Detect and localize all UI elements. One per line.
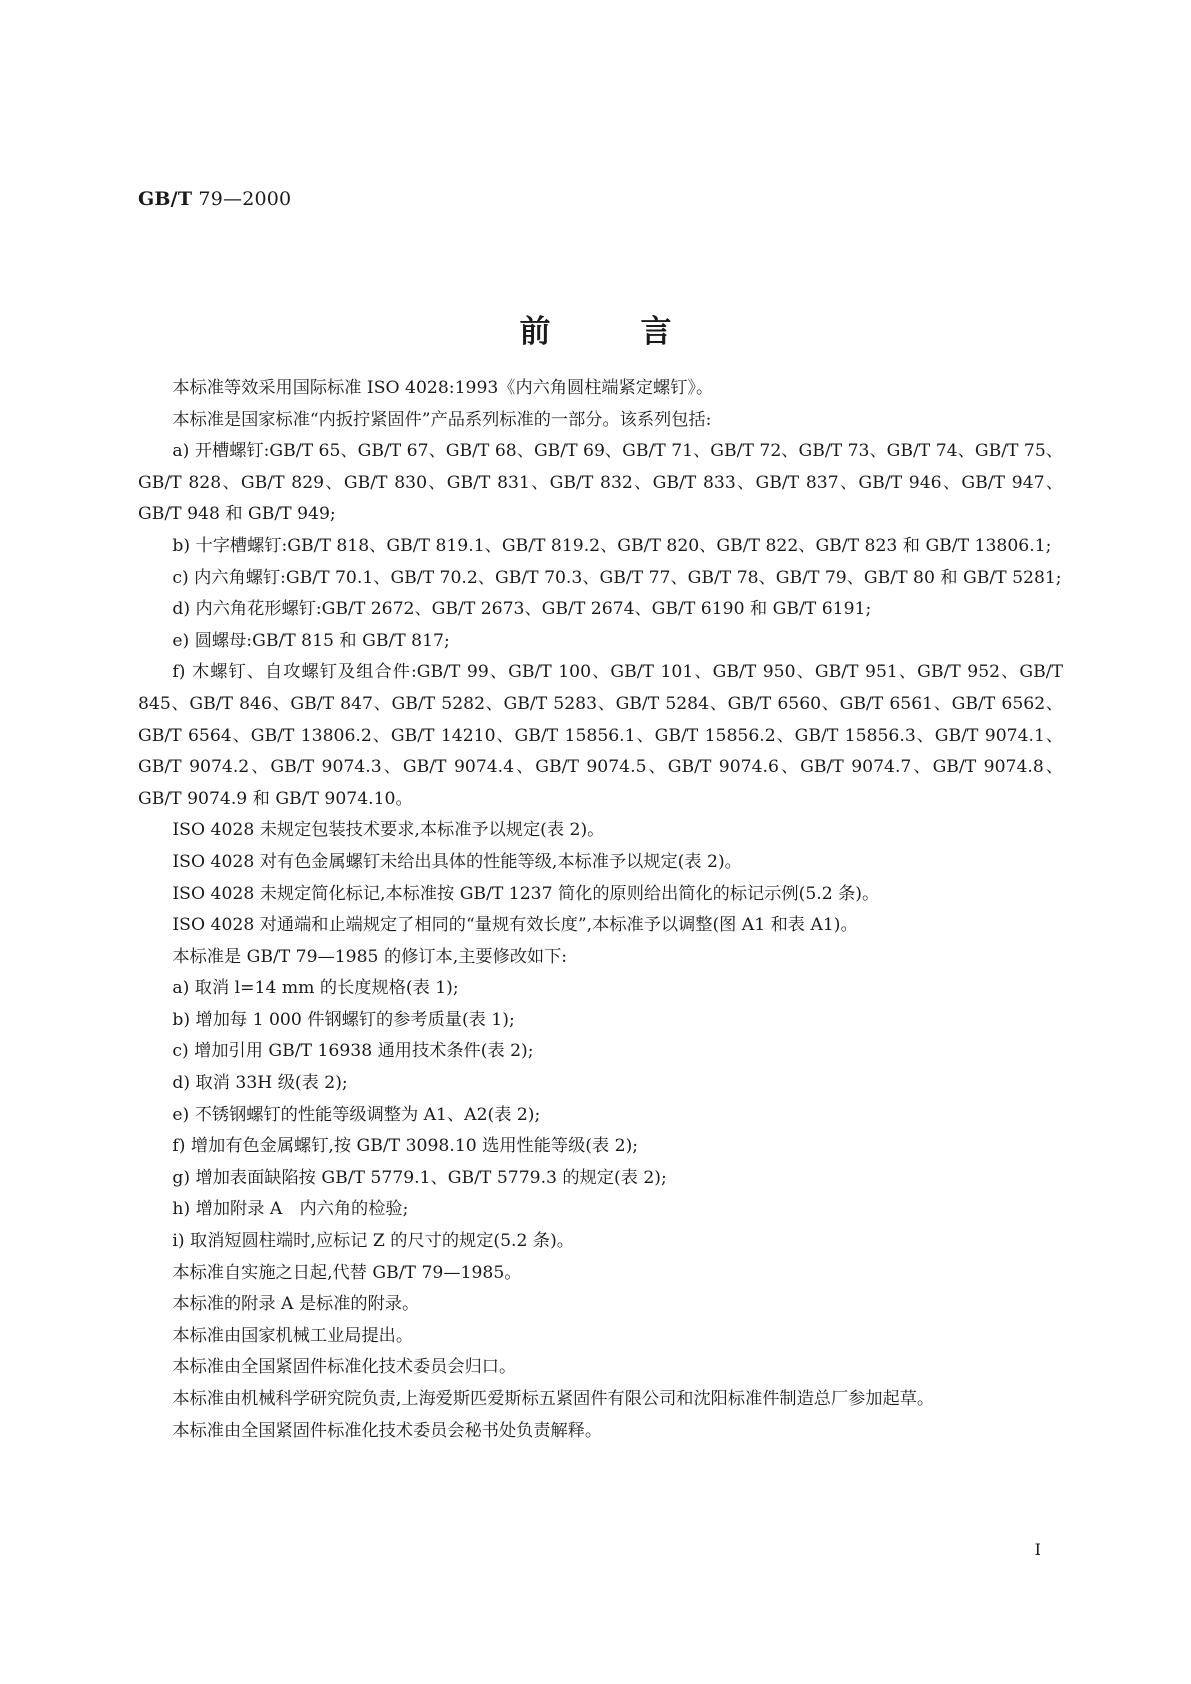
paragraph: ISO 4028 未规定简化标记,本标准按 GB/T 1237 简化的原则给出简化的标记示例(5.2 条)。 (172, 883, 880, 904)
page-title: 前言 (519, 314, 762, 350)
paragraph: ISO 4028 对有色金属螺钉未给出具体的性能等级,本标准予以规定(表 2)。 (172, 851, 742, 872)
list-item: h) 增加附录 A 内六角的检验; (172, 1199, 409, 1220)
standard-code (138, 188, 291, 210)
list-item: i) 取消短圆柱端时,应标记 Z 的尺寸的规定(5.2 条)。 (172, 1231, 574, 1252)
page-number: I (1034, 1540, 1041, 1559)
list-item: c) 内六角螺钉:GB/T 70.1、GB/T 70.2、GB/T 70.3、GB/T 77、GB/T 78、GB/T 79、GB/T 80 和 GB/T 5281; (172, 567, 1062, 588)
list-item: f) 木螺钉、自攻螺钉及组合件:GB/T 99、GB/T 100、GB/T 101、GB/T 950、GB/T 951、GB/T 952、GB/T 845、GB/T 846、GB/T 847、GB/T 5282、GB/T 5283、GB/T 5284、GB/T 6560、GB/T 6561、GB/T 6562、GB/T 6564、GB/T 13806.2、GB/T 14210、GB/T 15856.1、GB/T 15856.2、GB/T 15856.3、GB/T 9074.1、GB/T 9074.2、GB/T 9074.3、GB/T 9074.4、GB/T 9074.5、GB/T 9074.6、GB/T 9074.7、GB/T 9074.8、GB/T 9074.9 和 GB/T 9074.10。 (138, 662, 1063, 809)
paragraph: 本标准由全国紧固件标准化技术委员会秘书处负责解释。 (172, 1420, 603, 1441)
list-item: d) 取消 33H 级(表 2); (172, 1073, 348, 1094)
foreword-body (138, 373, 1063, 1447)
list-item: b) 增加每 1 000 件钢螺钉的参考质量(表 1); (172, 1009, 515, 1030)
list-item: e) 不锈钢螺钉的性能等级调整为 A1、A2(表 2); (172, 1104, 541, 1125)
paragraph: 本标准等效采用国际标准 ISO 4028:1993《内六角圆柱端紧定螺钉》。 (172, 378, 714, 398)
paragraph: 本标准是 GB/T 79—1985 的修订本,主要修改如下: (172, 946, 568, 967)
paragraph: ISO 4028 对通端和止端规定了相同的“量规有效长度”,本标准予以调整(图 A1 和表 A1)。 (172, 915, 858, 936)
list-item: c) 增加引用 GB/T 16938 通用技术条件(表 2); (172, 1041, 534, 1062)
paragraph: 本标准的附录 A 是标准的附录。 (172, 1294, 420, 1315)
standard-code-prefix: GB/T (138, 188, 193, 210)
list-item: f) 增加有色金属螺钉,按 GB/T 3098.10 选用性能等级(表 2); (172, 1136, 639, 1157)
list-item: a) 开槽螺钉:GB/T 65、GB/T 67、GB/T 68、GB/T 69、GB/T 71、GB/T 72、GB/T 73、GB/T 74、GB/T 75、GB/T 828、GB/T 829、GB/T 830、GB/T 831、GB/T 832、GB/T 833、GB/T 837、GB/T 946、GB/T 947、GB/T 948 和 GB/T 949; (138, 441, 1063, 525)
paragraph: 本标准是国家标准“内扳拧紧固件”产品系列标准的一部分。该系列包括: (172, 409, 712, 430)
standard-code-number: 79—2000 (192, 188, 292, 210)
list-item: d) 内六角花形螺钉:GB/T 2672、GB/T 2673、GB/T 2674、GB/T 6190 和 GB/T 6191; (172, 599, 872, 620)
list-item: g) 增加表面缺陷按 GB/T 5779.1、GB/T 5779.3 的规定(表 2); (172, 1167, 667, 1188)
list-item: b) 十字槽螺钉:GB/T 818、GB/T 819.1、GB/T 819.2、GB/T 820、GB/T 822、GB/T 823 和 GB/T 13806.1; (172, 535, 1052, 556)
list-item: a) 取消 l=14 mm 的长度规格(表 1); (172, 978, 459, 999)
list-item: e) 圆螺母:GB/T 815 和 GB/T 817; (172, 630, 450, 651)
paragraph: 本标准由全国紧固件标准化技术委员会归口。 (172, 1357, 517, 1378)
paragraph: ISO 4028 未规定包装技术要求,本标准予以规定(表 2)。 (172, 820, 605, 841)
paragraph: 本标准自实施之日起,代替 GB/T 79—1985。 (172, 1262, 522, 1283)
paragraph: 本标准由国家机械工业局提出。 (172, 1325, 414, 1346)
paragraph: 本标准由机械科学研究院负责,上海爱斯匹爱斯标五紧固件有限公司和沈阳标准件制造总厂参加起草。 (172, 1389, 935, 1409)
